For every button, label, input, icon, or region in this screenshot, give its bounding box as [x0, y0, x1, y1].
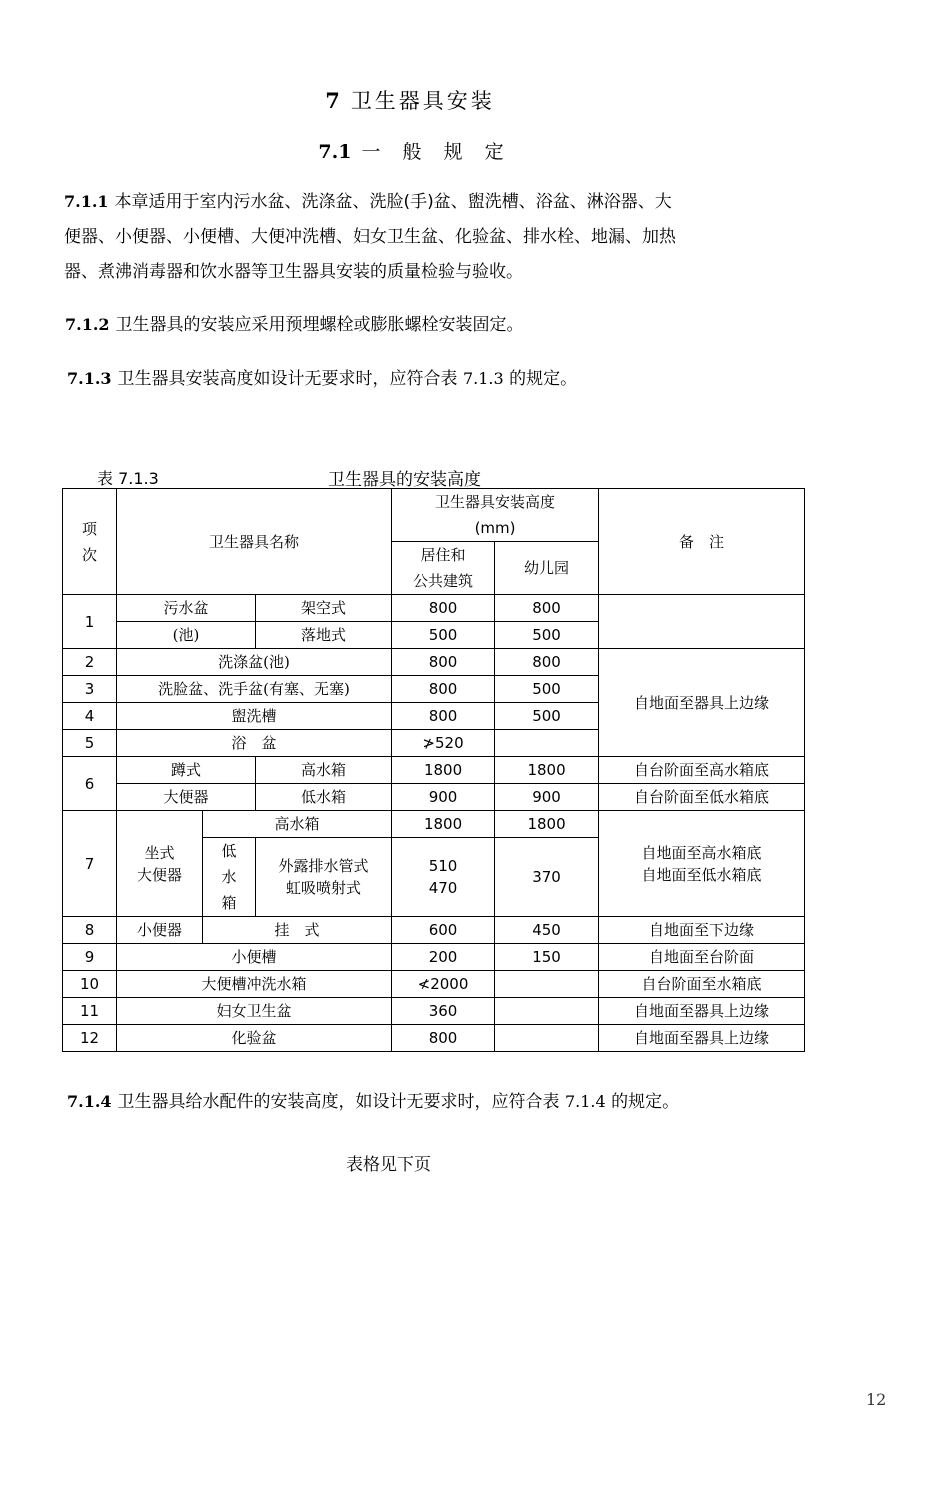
cell-text-line: 卫生器具安装高度: [435, 493, 556, 511]
installation-height-table: [62, 488, 805, 1052]
clause-number: 7.1.1: [64, 192, 109, 211]
table-cell: [495, 998, 599, 1025]
chapter-title-text: 卫生器具安装: [350, 89, 495, 113]
cell-text-line: 项: [81, 519, 97, 538]
table-cell: 800: [392, 676, 495, 703]
table-cell: 800: [495, 649, 599, 676]
table-cell: 800: [392, 595, 495, 622]
header-remark: 备 注: [599, 489, 805, 595]
table-cell: (池): [117, 622, 256, 649]
table-cell: 150: [495, 944, 599, 971]
table-cell: 大便槽冲洗水箱: [117, 971, 392, 998]
table-cell: 11: [63, 998, 117, 1025]
table-cell: 妇女卫生盆: [117, 998, 392, 1025]
table-cell: 低水箱: [256, 784, 392, 811]
table-cell: 900: [392, 784, 495, 811]
table-cell: 洗涤盆(池): [117, 649, 392, 676]
cell-text-line: 虹吸喷射式: [286, 879, 362, 897]
table-cell: 小便器: [117, 917, 203, 944]
table-row: [63, 595, 805, 622]
table-cell: 盥洗槽: [117, 703, 392, 730]
table-cell: 370: [495, 838, 599, 917]
table-cell: 1800: [495, 811, 599, 838]
cell-text-line: 水: [221, 868, 237, 886]
table-cell: 8: [63, 917, 117, 944]
table-row: [63, 784, 805, 811]
table-cell: 9: [63, 944, 117, 971]
clause-text: 卫生器具给水配件的安装高度，如设计无要求时，应符合表: [117, 1092, 560, 1112]
table-row: [63, 944, 805, 971]
table-cell: [256, 838, 392, 917]
table-cell: 高水箱: [203, 811, 392, 838]
table-cell: ≮2000: [392, 971, 495, 998]
table-cell: 小便槽: [117, 944, 392, 971]
clause-text-line: 便器、小便器、小便槽、大便冲洗槽、妇女卫生盆、化验盆、排水栓、地漏、加热: [64, 227, 676, 247]
table-cell: 800: [392, 703, 495, 730]
table-cell: 500: [495, 676, 599, 703]
table-cell: 洗脸盆、洗手盆(有塞、无塞): [117, 676, 392, 703]
table-cell: 挂 式: [203, 917, 392, 944]
cell-text-line: 510: [428, 857, 458, 875]
table-cell: 自地面至器具上边缘: [599, 1025, 805, 1052]
clause-text: 卫生器具的安装应采用预埋螺栓或膨胀螺栓安装固定。: [115, 315, 524, 335]
table-cell: 自地面至器具上边缘: [599, 998, 805, 1025]
header-kindergarten: 幼儿园: [495, 542, 599, 595]
cell-text-line: 自地面至低水箱底: [641, 865, 762, 884]
continued-note: 表格见下页: [346, 1155, 431, 1175]
cell-text-line: 自地面至高水箱底: [641, 843, 762, 862]
table-cell: 5: [63, 730, 117, 757]
table-cell: 200: [392, 944, 495, 971]
table-caption-number: 表 7.1.3: [97, 469, 159, 488]
table-cell: [495, 1025, 599, 1052]
table-row: [63, 971, 805, 998]
table-cell: 高水箱: [256, 757, 392, 784]
page-number: 12: [866, 1390, 887, 1409]
table-cell: [392, 838, 495, 917]
table-cell: 3: [63, 676, 117, 703]
table-cell: 800: [495, 595, 599, 622]
header-public-building: [392, 542, 495, 595]
table-cell: 1800: [392, 757, 495, 784]
clause-number: 7.1.4: [67, 1092, 112, 1111]
table-row: [63, 757, 805, 784]
header-fixture-name: 卫生器具名称: [117, 489, 392, 595]
cell-text-line: (mm): [474, 519, 516, 537]
cell-text-line: 次: [81, 545, 97, 564]
section-title: [0, 137, 830, 164]
table-cell: 浴 盆: [117, 730, 392, 757]
cell-text-line: 大便器: [136, 865, 182, 884]
table-cell: 500: [495, 703, 599, 730]
table-cell: 自台阶面至高水箱底: [599, 757, 805, 784]
cell-text-line: 470: [428, 879, 458, 897]
clause-7-1-4: [67, 1087, 679, 1112]
table-cell: 蹲式: [117, 757, 256, 784]
table-row: [63, 649, 805, 676]
cell-text-line: 公共建筑: [413, 572, 474, 590]
table-row: [63, 917, 805, 944]
table-reference: 7.1.4: [564, 1092, 606, 1111]
table-cell: 500: [495, 622, 599, 649]
table-cell: 化验盆: [117, 1025, 392, 1052]
table-cell: 4: [63, 703, 117, 730]
section-number: 7.1: [318, 141, 352, 163]
header-install-height: [392, 489, 599, 542]
chapter-number: 7: [325, 88, 343, 113]
table-cell: 360: [392, 998, 495, 1025]
clause-text-end: 的规定。: [509, 369, 578, 389]
table-cell: 大便器: [117, 784, 256, 811]
cell-text-line: 居住和: [420, 546, 466, 564]
table-cell: 450: [495, 917, 599, 944]
table-cell: 6: [63, 757, 117, 811]
table-cell: 600: [392, 917, 495, 944]
table-cell: 500: [392, 622, 495, 649]
table-cell: 1800: [392, 811, 495, 838]
cell-text-line: 坐式: [144, 843, 175, 862]
header-item-no: [63, 489, 117, 595]
table-row: [63, 998, 805, 1025]
clause-7-1-1: [64, 184, 784, 290]
table-cell: 1: [63, 595, 117, 649]
table-row: [63, 811, 805, 838]
table-row: [63, 1025, 805, 1052]
cell-text-line: 箱: [221, 894, 237, 912]
table-cell: 自台阶面至水箱底: [599, 971, 805, 998]
clause-text-end: 的规定。: [611, 1092, 680, 1112]
table-cell: [203, 838, 256, 917]
table-cell: 落地式: [256, 622, 392, 649]
clause-7-1-3: [67, 364, 577, 389]
table-cell: 2: [63, 649, 117, 676]
table-cell: 1800: [495, 757, 599, 784]
table-cell: 自台阶面至低水箱底: [599, 784, 805, 811]
table-cell: 自地面至台阶面: [599, 944, 805, 971]
table-cell: 900: [495, 784, 599, 811]
clause-number: 7.1.3: [67, 369, 112, 388]
table-cell: [495, 971, 599, 998]
cell-text-line: 低: [221, 842, 237, 860]
clause-text: 卫生器具安装高度如设计无要求时，应符合表: [117, 369, 458, 389]
clause-7-1-2: [65, 310, 524, 335]
table-cell: 7: [63, 811, 117, 917]
section-title-text: 一 般 规 定: [361, 141, 512, 163]
table-cell: 架空式: [256, 595, 392, 622]
table-reference: 7.1.3: [462, 369, 504, 388]
table-cell: [117, 811, 203, 917]
table-cell: 10: [63, 971, 117, 998]
table-cell: [599, 595, 805, 649]
clause-text-line: 器、煮沸消毒器和饮水器等卫生器具安装的质量检验与验收。: [64, 262, 523, 282]
table-cell: [495, 730, 599, 757]
table-cell: 污水盆: [117, 595, 256, 622]
clause-text-line: 本章适用于室内污水盆、洗涤盆、洗脸(手)盆、盥洗槽、浴盆、淋浴器、大: [114, 192, 672, 212]
chapter-title: [0, 85, 820, 115]
clause-number: 7.1.2: [65, 315, 110, 334]
table-cell: ≯520: [392, 730, 495, 757]
table-caption-title: 卫生器具的安装高度: [328, 470, 481, 490]
table-cell: 自地面至下边缘: [599, 917, 805, 944]
cell-text-line: 外露排水管式: [278, 857, 369, 875]
table-cell: 800: [392, 649, 495, 676]
table-cell: [599, 811, 805, 917]
table-cell: 800: [392, 1025, 495, 1052]
table-cell: 自地面至器具上边缘: [599, 649, 805, 757]
table-cell: 12: [63, 1025, 117, 1052]
